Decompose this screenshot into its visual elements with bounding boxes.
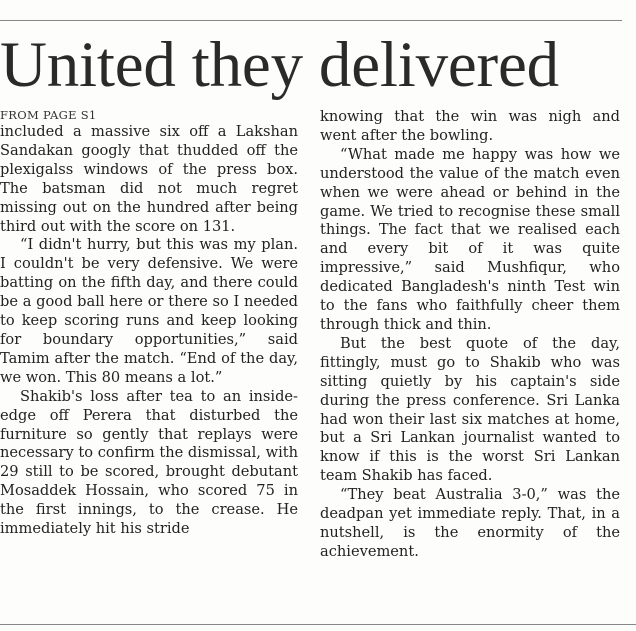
headline: United they delivered [0,29,559,101]
paragraph: “They beat Australia 3-0,” was the deadpan yet immediate reply. That, in a nutshell, is the enormity of the achievement. [320,486,620,560]
paragraph: “I didn't hurry, but this was my plan. I couldn't be very defensive. We were batting on the fifth day, and there could be a good ball here or there so I needed to keep scoring runs and keep looking for boundary opportunities,” said Tamim after the match. “End of the day, we won. This 80 means a lot.” [0,236,298,386]
bottom-rule [0,624,636,625]
paragraph: Shakib's loss after tea to an inside-edge off Perera that disturbed the furniture so gently that replays were necessary to confirm the dismissal, with 29 still to be scored, brought debutant Mosaddek Hossain, who scored 75 in the first innings, to the crease. He immediately hit his stride [0,387,298,538]
top-rule [0,20,622,21]
paragraph: included a massive six off a Lakshan Sandakan googly that thudded off the plexigalss windows of the press box. The batsman did not much regret missing out on the hundred after being third out with the score on 131. [0,123,298,235]
article-column-left [0,108,298,539]
paragraph: But the best quote of the day, fittingly, must go to Shakib who was sitting quietly by his captain's side during the press conference. Sri Lanka had won their last six matches at home, but a Sri Lankan journalist wanted to know if this is the worst Sri Lankan team Shakib has faced. [320,334,620,485]
article-column-right [320,108,620,562]
paragraph: “What made me happy was how we understood the value of the match even when we were ahead or behind in the game. We tried to recognise these small things. The fact that we realised each and every bit of it was quite impressive,” said Mushfiqur, who dedicated Bangladesh's ninth Test win to the fans who faithfully cheer them through thick and thin. [320,145,620,333]
paragraph: knowing that the win was nigh and went after the bowling. [320,108,620,144]
continuation-kicker: FROM PAGE S1 [0,108,97,122]
